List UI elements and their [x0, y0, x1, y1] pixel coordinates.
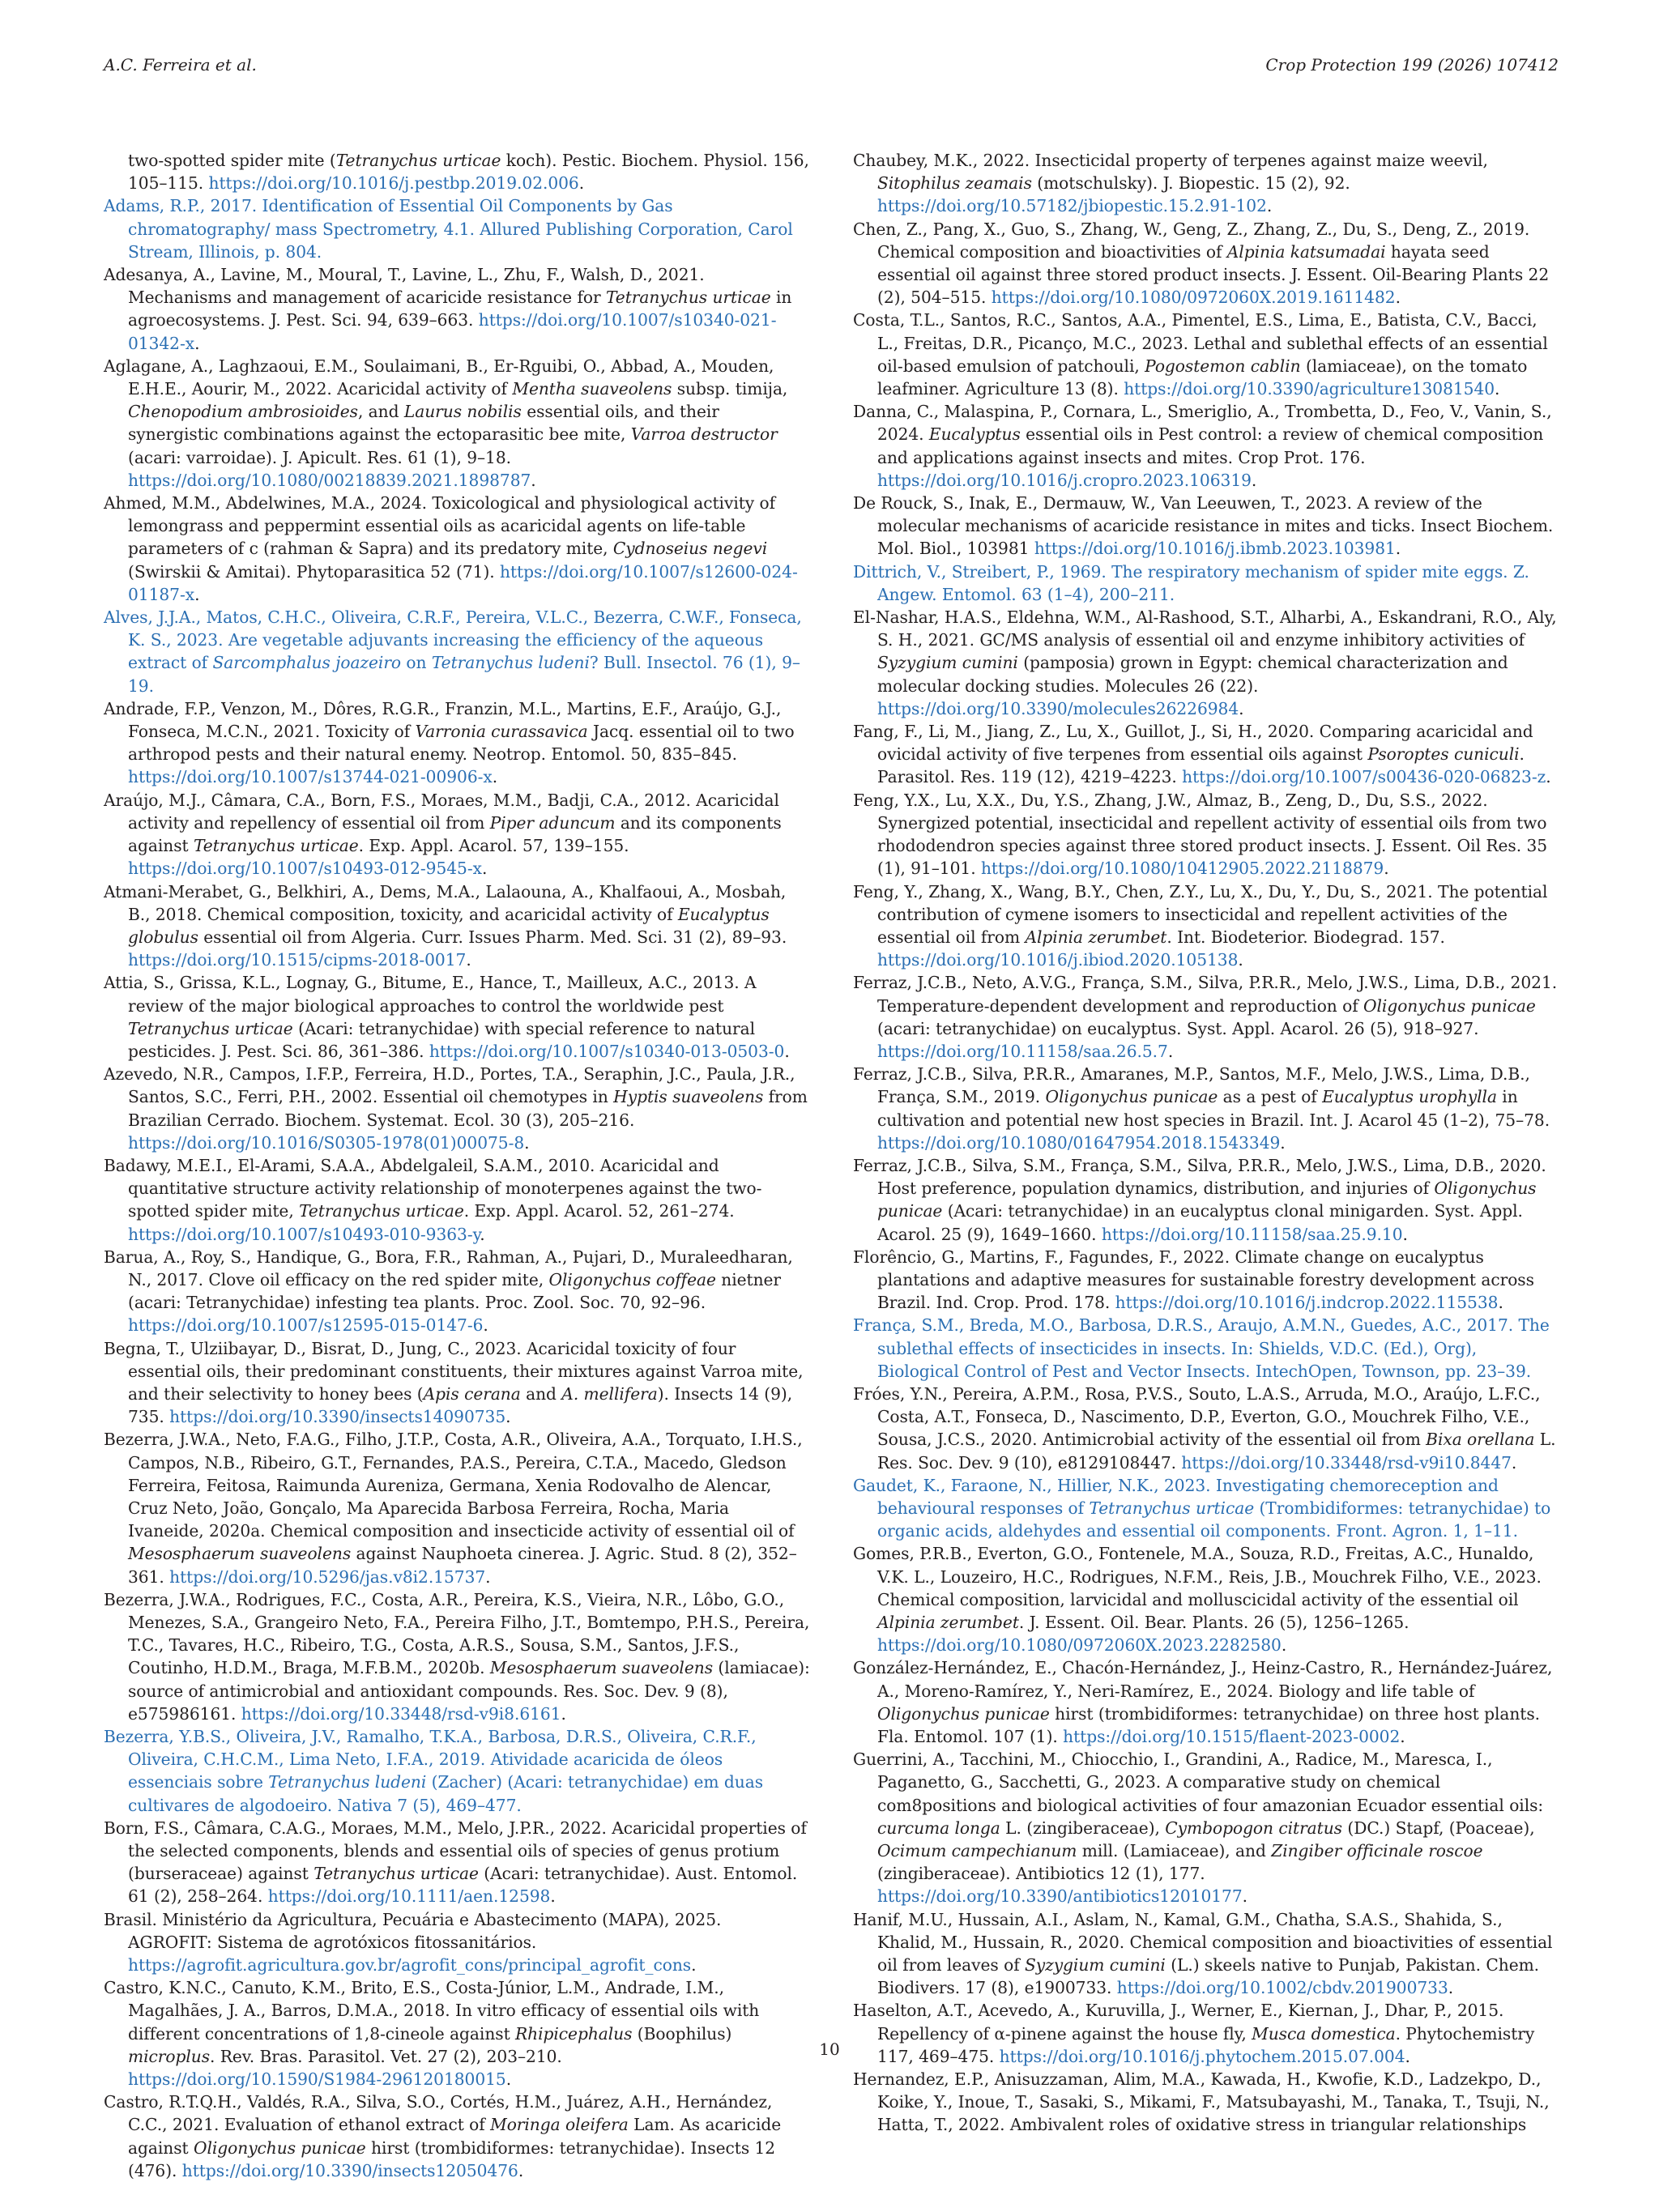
species-name: Tetranychus urticae: [1089, 1498, 1255, 1518]
species-name: curcuma longa: [877, 1818, 1000, 1838]
reference-entry: [104, 1337, 810, 1429]
species-name: Varroa destructor: [630, 424, 778, 445]
reference-text: Florêncio, G., Martins, F., Fagundes, F., 2022. Climate change on eucalyptus plantations and adaptive measures for sustainable forestry development across Brazil. Ind. Crop. Prod. 178.: [853, 1247, 1534, 1313]
reference-text: .: [505, 2069, 512, 2090]
reference-text: .: [1281, 1635, 1287, 1656]
doi-link[interactable]: https://doi.org/10.1080/01647954.2018.1543349: [877, 1132, 1281, 1153]
doi-link[interactable]: https://doi.org/10.1007/s10340-013-0503-0: [429, 1041, 785, 1061]
reference-text: .: [1242, 1886, 1248, 1907]
reference-text: .: [1266, 196, 1273, 216]
species-name: Oligonychus punicae: [877, 1178, 1537, 1221]
reference-text: Begna, T., Ulziibayar, D., Bisrat, D., Jung, C., 2023. Acaricidal toxicity of four essential oils, their predominant constituents, their mixtures against Varroa mite, and their selectivity to honey bees (: [104, 1338, 804, 1404]
reference-entry[interactable]: [853, 560, 1558, 606]
doi-link[interactable]: https://doi.org/10.1002/cbdv.201900733: [1116, 1978, 1448, 1998]
reference-entry[interactable]: [104, 1725, 810, 1817]
doi-link[interactable]: https://doi.org/10.3390/molecules26226984: [877, 698, 1239, 718]
reference-text: essential oils in Pest control: a review of chemical composition and applications against insects and mites. Crop Prot. 176.: [877, 424, 1544, 467]
doi-link[interactable]: https://doi.org/10.3390/insects14090735: [169, 1407, 506, 1427]
species-name: Bixa orellana: [1426, 1430, 1535, 1450]
reference-text: (pamposia) grown in Egypt: chemical characterization and molecular docking studies. Molecules 26 (22).: [877, 653, 1508, 696]
reference-text: .: [1405, 2046, 1410, 2066]
reference-text: two-spotted spider mite (: [128, 151, 336, 170]
reference-entry: [104, 492, 810, 606]
reference-text: essential oils, and their synergistic combinations against the ectoparasitic bee mite,: [128, 402, 719, 445]
reference-entry: [853, 218, 1558, 309]
species-name: Eucalyptus: [928, 424, 1021, 445]
reference-text: .: [492, 767, 498, 787]
reference-text: Feng, Y.X., Lu, X.X., Du, Y.S., Zhang, J.W., Almaz, B., Zeng, D., Du, S.S., 2022. Synergized potential, insecticidal and repellent activity of essential oils from two rhododendron species against three stored product insects. J. Essent. Oil Res. 35 (1), 91–101.: [853, 790, 1548, 879]
doi-link[interactable]: https://doi.org/10.1515/cipms-2018-0017: [128, 950, 467, 970]
species-name: Mesosphaerum suaveolens: [489, 1658, 714, 1678]
doi-link[interactable]: https://doi.org/10.1016/S0305-1978(01)00075-8: [128, 1132, 525, 1153]
species-name: Rhipicephalus: [515, 2023, 633, 2044]
reference-entry: [104, 1976, 810, 2091]
reference-text: .: [1395, 539, 1401, 559]
reference-text: Guerrini, A., Tacchini, M., Chiocchio, I., Grandini, A., Radice, M., Maresca, I., Paganetto, G., Sacchetti, G., 2023. A comparative study on chemical com8positions and biological activities of four amazonian Ecuador essential oils:: [853, 1750, 1544, 1815]
doi-link[interactable]: https://doi.org/10.57182/jbiopestic.15.2.91-102: [877, 196, 1267, 216]
reference-text: . Exp. Appl. Acarol. 52, 261–274.: [463, 1201, 735, 1221]
doi-link[interactable]: https://doi.org/10.3390/antibiotics12010177: [877, 1886, 1243, 1907]
reference-text: (lamiaceae), on the tomato leafminer. Agriculture 13 (8).: [877, 356, 1528, 399]
species-name: Mentha suaveolens: [512, 379, 672, 399]
reference-text: Chaubey, M.K., 2022. Insecticidal property of terpenes against maize weevil,: [853, 151, 1488, 170]
reference-text: hirst (trombidiformes: tetranychidae). Insects 12 (476).: [128, 2137, 776, 2180]
reference-entry: [853, 1154, 1558, 1246]
reference-text: El-Nashar, H.A.S., Eldehna, W.M., Al-Rashood, S.T., Alharbi, A., Eskandrani, R.O., Aly, S. H., 2021. GC/MS analysis of essential oil and enzyme inhibitory activities of: [853, 607, 1557, 650]
reference-text: .: [1251, 470, 1257, 490]
doi-link[interactable]: https://doi.org/10.1080/0972060X.2023.2282580: [877, 1635, 1282, 1656]
doi-link[interactable]: https://doi.org/10.1007/s10493-012-9545-x: [128, 859, 482, 879]
reference-text: subsp. timija,: [672, 379, 788, 399]
reference-entry: [853, 149, 1558, 218]
reference-text: koch). Pestic. Biochem. Physiol. 156, 105–115.: [128, 151, 809, 194]
reference-text: Ahmed, M.M., Abdelwines, M.A., 2024. Toxicological and physiological activity of lemongrass and peppermint essential oils as acaricidal agents on life-table parameters of c (rahman & Sapra) and its predatory mite,: [104, 493, 776, 559]
reference-text: (Swirskii & Amitai). Phytoparasitica 52 (71).: [128, 561, 501, 582]
reference-text: (DC.) Stapf, (Poaceae),: [1342, 1818, 1535, 1838]
reference-text: . J. Essent. Oil. Bear. Plants. 26 (5), 1256–1265.: [1018, 1613, 1410, 1632]
doi-link[interactable]: https://doi.org/10.1007/s12595-015-0147-6: [128, 1315, 484, 1336]
reference-entry: [104, 789, 810, 880]
reference-list-right-column: [853, 149, 1558, 2137]
reference-text: Hernandez, E.P., Anisuzzaman, Alim, M.A., Kawada, H., Kwofie, K.D., Ladzekpo, D., Koike, Y., Inoue, T., Sasaki, S., Mikami, F., Matsubayashi, M., Tanaka, T., Tsuji, N., Hatta, T., 2022. Ambivalent roles of oxidative stress in triangular relationships: [853, 2069, 1550, 2135]
species-name: Oligonychus punicae: [193, 2137, 366, 2158]
reference-text: Hanif, M.U., Hussain, A.I., Aslam, N., Kamal, G.M., Chatha, S.A.S., Shahida, S., Khalid, M., Hussain, R., 2020. Chemical composition and bioactivities of essential oil from leaves of: [853, 1909, 1553, 1975]
reference-text: .: [480, 1224, 485, 1244]
species-name: Tetranychus urticae: [605, 288, 771, 308]
reference-text: Azevedo, N.R., Campos, I.F.P., Ferreira, H.D., Portes, T.A., Seraphin, J.C., Paula, J.R., Santos, S.C., Ferri, P.H., 2002. Essential oil chemotypes in: [104, 1064, 795, 1107]
reference-text: .: [578, 173, 585, 194]
species-name: microplus: [128, 2046, 211, 2066]
reference-text: essential oil from Algeria. Curr. Issues Pharm. Med. Sci. 31 (2), 89–93.: [198, 927, 787, 947]
species-name: Zingiber officinale roscoe: [1271, 1841, 1483, 1861]
reference-text: De Rouck, S., Inak, E., Dermauw, W., Van Leeuwen, T., 2023. A review of the molecular mechanisms of acaricide resistance in mites and ticks. Insect Biochem. Mol. Biol., 103981: [853, 493, 1554, 559]
species-name: Tetranychus ludeni: [431, 653, 590, 673]
species-name: Apis cerana: [423, 1383, 521, 1404]
reference-text: Barua, A., Roy, S., Handique, G., Bora, F.R., Rahman, A., Pujari, D., Muraleedharan, N., 2017. Clove oil efficacy on the red spider mite,: [104, 1247, 793, 1289]
doi-link[interactable]: https://doi.org/10.1080/0972060X.2019.1611482: [991, 288, 1396, 308]
doi-link[interactable]: https://doi.org/10.11158/saa.26.5.7: [877, 1041, 1168, 1061]
reference-entry: [853, 880, 1558, 972]
reference-text: .: [1511, 1452, 1517, 1473]
reference-text: . Rev. Bras. Parasitol. Vet. 27 (2), 203–210.: [210, 2046, 562, 2066]
reference-entry: [853, 2068, 1558, 2137]
reference-entry: [853, 309, 1558, 400]
doi-link[interactable]: https://doi.org/10.5296/jas.v8i2.15737: [169, 1566, 486, 1587]
reference-text: Ferraz, J.C.B., Neto, A.V.G., França, S.M., Silva, P.R.R., Melo, J.W.S., Lima, D.B., 2021. Temperature-dependent development and reproduction of: [853, 973, 1558, 1016]
reference-entry: [104, 880, 810, 972]
reference-entry[interactable]: [104, 606, 810, 697]
reference-entry: [853, 1246, 1558, 1315]
reference-text: .: [1546, 767, 1551, 787]
reference-entry: [104, 1063, 810, 1154]
species-name: Oligonychus coffeae: [548, 1269, 716, 1289]
doi-link[interactable]: https://doi.org/10.3390/insects12050476: [181, 2160, 518, 2180]
reference-text: ). Insects 14 (9), 735.: [128, 1383, 793, 1427]
reference-text: Ferraz, J.C.B., Silva, P.R.R., Amaranes, M.P., Santos, M.F., Melo, J.W.S., Lima, D.B., França, S.M., 2019.: [853, 1064, 1530, 1107]
reference-text: in cultivation and potential new host species in Brazil. Int. J. Acarol 45 (1–2), 75–78.: [877, 1087, 1550, 1130]
reference-entry: [853, 1656, 1558, 1748]
reference-text: as a pest of: [1218, 1087, 1323, 1107]
species-name: Varronia curassavica: [415, 722, 588, 742]
reference-entry: [853, 720, 1558, 789]
reference-text: Badawy, M.E.I., El-Arami, S.A.A., Abdelgaleil, S.A.M., 2010. Acaricidal and quantitative structure activity relationship of monoterpenes against the two-spotted spider mite,: [104, 1155, 762, 1221]
reference-text: hayata seed essential oil against three stored product insects. J. Essent. Oil-Bearing Plants 22 (2), 504–515.: [877, 241, 1550, 308]
species-name: Sitophilus zeamais: [877, 173, 1032, 194]
reference-text: .: [505, 1407, 511, 1427]
reference-text: .: [550, 1886, 556, 1907]
reference-text: .: [485, 1566, 491, 1587]
species-name: Syzygium cumini: [1024, 1955, 1166, 1975]
reference-entry: [104, 1246, 810, 1337]
reference-text: (L.) skeels native to Punjab, Pakistan. Chem. Biodivers. 17 (8), e1900733.: [877, 1955, 1540, 1998]
doi-link[interactable]: https://doi.org/10.1016/j.indcrop.2022.115538: [1115, 1293, 1499, 1313]
reference-text: .: [1400, 1727, 1405, 1747]
reference-text: (acari: varroidae). J. Apicult. Res. 61 (1), 9–18.: [128, 447, 511, 467]
doi-link[interactable]: https://agrofit.agricultura.gov.br/agrofit_cons/principal_agrofit_cons: [128, 1955, 692, 1975]
species-name: Tetranychus urticae: [335, 151, 501, 170]
species-name: Alpinia zerumbet: [1025, 927, 1167, 947]
reference-entry: [104, 1588, 810, 1725]
reference-text: .: [1395, 288, 1401, 308]
species-name: Pogostemon cablin: [1145, 356, 1301, 376]
reference-text: Chen, Z., Pang, X., Guo, S., Zhang, W., Geng, Z., Zhang, Z., Du, S., Deng, Z., 2019. Chemical composition and bioactivities of: [853, 219, 1530, 262]
reference-text: Haselton, A.T., Acevedo, A., Kuruvilla, J., Werner, E., Kiernan, J., Dhar, P., 2015. Repellency of α-pinene against the house fly,: [853, 2001, 1504, 2044]
reference-entry: [104, 1154, 810, 1246]
reference-text: Castro, K.N.C., Canuto, K.M., Brito, E.S., Costa-Júnior, L.M., Andrade, I.M., Magalhães, J. A., Barros, D.M.A., 2018. In vitro efficacy of essential oils with different concentrations of 1,8-cineole against: [104, 1978, 760, 2044]
reference-entry: [853, 789, 1558, 880]
reference-text: .: [1167, 1041, 1174, 1061]
reference-text: Bezerra, J.W.A., Neto, F.A.G., Filho, J.T.P., Costa, A.R., Oliveira, A.A., Torquato, I.H.S., Campos, N.B., Ribeiro, G.T., Fernandes, P.A.S., Pereira, C.T.A., Macedo, Gledson Ferreira, Feitosa, Raimunda Aureniza, Germana, Xenia Rodovalho de Alencar, Cruz Neto, João, Gonçalo, Ma Aparecida Barbosa Ferreira, Rocha, Maria Ivaneide, 2020a. Chemical composition and insecticide activity of essential oil of: [104, 1430, 803, 1541]
reference-text: Atmani-Merabet, G., Belkhiri, A., Dems, M.A., Lalaouna, A., Khalfaoui, A., Mosbah, B., 2018. Chemical composition, toxicity, and acaricidal activity of: [104, 881, 787, 924]
species-name: Chenopodium ambrosioides: [128, 402, 358, 422]
doi-link[interactable]: https://doi.org/10.3390/agriculture13081540: [1124, 379, 1495, 399]
reference-text: (lamiacae): source of antimicrobial and antioxidant compounds. Res. Soc. Dev. 9 (8), e575986161.: [128, 1658, 810, 1724]
reference-text: .: [1239, 698, 1244, 718]
reference-text: Adams, R.P., 2017. Identification of Essential Oil Components by Gas chromatography/ mass Spectrometry, 4.1. Allured Publishing Corporation, Carol Stream, Illinois, p. 804.: [104, 196, 793, 262]
reference-entry[interactable]: [853, 1474, 1558, 1543]
reference-text: .: [466, 950, 471, 970]
reference-text: (acari: tetranychidae) on eucalyptus. Syst. Appl. Acarol. 26 (5), 918–927.: [877, 1018, 1479, 1038]
species-name: Hyptis suaveolens: [613, 1087, 764, 1107]
reference-text: against Nauphoeta cinerea. J. Agric. Stud. 8 (2), 352–361.: [128, 1544, 797, 1587]
reference-text: . Phytochemistry 117, 469–475.: [877, 2023, 1535, 2066]
doi-link[interactable]: https://doi.org/10.1016/j.phytochem.2015.07.004: [999, 2046, 1405, 2066]
reference-text: (Boophilus): [632, 2023, 732, 2044]
doi-link[interactable]: https://doi.org/10.1515/flaent-2023-0002: [1063, 1727, 1401, 1747]
reference-text: .: [1448, 1978, 1454, 1998]
reference-entry: [853, 1908, 1558, 2000]
reference-text: .: [518, 2160, 524, 2180]
reference-text: .: [483, 1315, 488, 1336]
reference-entry: [853, 606, 1558, 720]
species-name: A. mellifera: [561, 1383, 658, 1404]
reference-text: Alves, J.J.A., Matos, C.H.C., Oliveira, C.R.F., Pereira, V.L.C., Bezerra, C.W.F., Fonseca, K. S., 2023. Are vegetable adjuvants increasing the efficiency of the aqueous extract of: [104, 607, 802, 673]
doi-link[interactable]: https://doi.org/10.33448/rsd-v9i10.8447: [1181, 1452, 1512, 1473]
species-name: Tetranychus urticae: [313, 1864, 479, 1884]
reference-text: (motschulsky). J. Biopestic. 15 (2), 92.: [1031, 173, 1350, 194]
reference-entry[interactable]: [853, 1314, 1558, 1383]
reference-text: Brasil. Ministério da Agricultura, Pecuária e Abastecimento (MAPA), 2025. AGROFIT: Sistema de agrotóxicos fitossanitários.: [104, 1909, 722, 1952]
reference-text: França, S.M., Breda, M.O., Barbosa, D.R.S., Araujo, A.M.N., Guedes, A.C., 2017. The sublethal effects of insecticides in insects. In: Shields, V.D.C. (Ed.), Org), Biological Control of Pest and Vector Insects. IntechOpen, Townson, pp. 23–39.: [853, 1315, 1550, 1381]
reference-text: . Exp. Appl. Acarol. 57, 139–155.: [358, 836, 629, 856]
reference-entry: [853, 400, 1558, 492]
reference-entry: [104, 1908, 810, 1977]
reference-text: .: [194, 584, 200, 604]
species-name: Laurus nobilis: [403, 402, 522, 422]
doi-link[interactable]: https://doi.org/10.1007/s10340-021-01342-x: [128, 310, 777, 353]
doi-link[interactable]: https://doi.org/10.1080/10412905.2022.2118879: [980, 859, 1384, 879]
reference-text: Dittrich, V., Streibert, P., 1969. The respiratory mechanism of spider mite eggs. Z. Angew. Entomol. 63 (1–4), 200–211.: [853, 561, 1529, 604]
running-header: [104, 55, 1559, 79]
reference-text: on: [401, 653, 432, 673]
reference-text: Born, F.S., Câmara, C.A.G., Moraes, M.M., Melo, J.P.R., 2022. Acaricidal properties of the selected components, blends and essential oils of species of genus protium (burseraceae) against: [104, 1818, 807, 1884]
reference-text: .: [194, 333, 200, 353]
species-name: Cydnoseius negevi: [612, 539, 768, 559]
reference-entry[interactable]: [104, 194, 810, 263]
species-name: Alpinia zerumbet: [877, 1613, 1019, 1632]
reference-text: (Acari: tetranychidae). Aust. Entomol. 61 (2), 258–264.: [128, 1864, 798, 1907]
species-name: Piper aduncum: [489, 812, 616, 833]
reference-text: .: [1280, 1132, 1286, 1153]
reference-text: Costa, T.L., Santos, R.C., Santos, A.A., Pimentel, E.S., Lima, E., Batista, C.V., Bacci, L., Freitas, D.R., Picanço, M.C., 2023. Lethal and sublethal effects of an essential oil-based emulsion of patchouli,: [853, 310, 1548, 376]
reference-text: Fang, F., Li, M., Jiang, Z., Lu, X., Guillot, J., Si, H., 2020. Comparing acaricidal and ovicidal activity of five terpenes from essential oils against: [853, 722, 1533, 765]
reference-text: Feng, Y., Zhang, X., Wang, B.Y., Chen, Z.Y., Lu, X., Du, Y., Du, S., 2021. The potential contribution of cymene isomers to insecticidal and repellent activities of the essential oil from: [853, 881, 1548, 947]
reference-entry: [104, 1817, 810, 1908]
species-name: Tetranychus urticae: [128, 1018, 293, 1038]
reference-text: hirst (trombidiformes: tetranychidae) on three host plants. Fla. Entomol. 107 (1).: [877, 1703, 1541, 1747]
reference-text: Andrade, F.P., Venzon, M., Dôres, R.G.R., Franzin, M.L., Martins, E.F., Araújo, G.J., Fonseca, M.C.N., 2021. Toxicity of: [104, 698, 782, 742]
doi-link[interactable]: https://doi.org/10.1590/S1984-296120180015: [128, 2069, 506, 2090]
reference-entry: [104, 263, 810, 355]
reference-entry: [853, 1383, 1558, 1474]
reference-text: and its components against: [128, 812, 782, 856]
reference-text: and: [520, 1383, 562, 1404]
doi-link[interactable]: https://doi.org/10.1007/s12600-024-01187-x: [128, 561, 798, 604]
doi-link[interactable]: https://doi.org/10.33448/rsd-v9i8.6161: [241, 1703, 561, 1724]
doi-link[interactable]: https://doi.org/10.1016/j.ibmb.2023.103981: [1034, 539, 1396, 559]
reference-entry: [853, 1063, 1558, 1154]
reference-text: .: [481, 859, 488, 879]
reference-text: . Int. Biodeterior. Biodegrad. 157.: [1166, 927, 1445, 947]
reference-entry: [104, 355, 810, 492]
running-header-authors: A.C. Ferreira et al.: [104, 55, 257, 75]
reference-entry: [853, 1748, 1558, 1907]
reference-text: Gomes, P.R.B., Everton, G.O., Fontenele, M.A., Souza, R.D., Freitas, A.C., Hunaldo, V.K. L., Louzeiro, H.C., Rodrigues, N.F.M., Reis, J.B., Mouchrek Filho, V.E., 2023. Chemical composition, larvicidal and molluscicidal activity of the essential oil: [853, 1544, 1542, 1609]
species-name: Mesosphaerum suaveolens: [128, 1544, 352, 1564]
species-name: Syzygium cumini: [877, 653, 1018, 673]
species-name: Eucalyptus urophylla: [1322, 1087, 1497, 1107]
reference-text: Danna, C., Malaspina, P., Cornara, L., Smeriglio, A., Trombetta, D., Feo, V., Vanin, S., 2024.: [853, 402, 1552, 445]
reference-text: .: [1495, 379, 1500, 399]
reference-text: .: [531, 470, 536, 490]
reference-text: Castro, R.T.Q.H., Valdés, R.A., Silva, S.O., Cortés, H.M., Juárez, A.H., Hernández, C.C., 2021. Evaluation of ethanol extract of: [104, 2092, 773, 2135]
page-number: 10: [819, 2039, 840, 2059]
reference-entry: [853, 492, 1558, 560]
doi-link[interactable]: https://doi.org/10.1007/s10493-010-9363-y: [128, 1224, 480, 1244]
reference-text: L. Res. Soc. Dev. 9 (10), e8129108447.: [877, 1430, 1556, 1473]
reference-entry: [853, 1542, 1558, 1656]
reference-text: (Acari: tetranychidae) in an eucalyptus clonal minigarden. Syst. Appl. Acarol. 25 (9), 1649–1660.: [877, 1201, 1523, 1244]
reference-text: Attia, S., Grissa, K.L., Lognay, G., Bitume, E., Hance, T., Mailleux, A.C., 2013. A review of the major biological approaches to control the worldwide pest: [104, 973, 757, 1016]
reference-text: (Acari: tetranychidae) with special reference to natural pesticides. J. Pest. Sci. 86, 361–386.: [128, 1018, 756, 1061]
reference-text: (zingiberaceae). Antibiotics 12 (1), 177.: [877, 1864, 1205, 1884]
reference-text: .: [691, 1955, 697, 1975]
species-name: Tetranychus urticae: [193, 836, 359, 856]
reference-text: Bezerra, J.W.A., Rodrigues, F.C., Costa, A.R., Pereira, K.S., Vieira, N.R., Lôbo, G.O., Menezes, S.A., Grangeiro Neto, F.A., Pereira Filho, J.T., Bomtempo, P.H.S., Pereira, T.C., Tavares, H.C., Ribeiro, T.G., Costa, A.R.S., Sousa, S.M., Santos, J.F.S., Coutinho, H.D.M., Braga, M.F.B.M., 2020b.: [104, 1589, 810, 1678]
reference-entry: [853, 971, 1558, 1063]
reference-text: Fróes, Y.N., Pereira, A.P.M., Rosa, P.V.S., Souto, L.A.S., Arruda, M.O., Araújo, L.F.C., Costa, A.T., Fonseca, D., Nascimento, D.P., Everton, G.O., Mouchrek Filho, V.E., Sousa, J.C.S., 2020. Antimicrobial activity of the essential oil from: [853, 1383, 1541, 1450]
reference-text: mill. (Lamiaceae), and: [1077, 1841, 1272, 1861]
doi-link[interactable]: https://doi.org/10.1007/s13744-021-00906-x: [128, 767, 493, 787]
reference-text: .: [1402, 1224, 1408, 1244]
doi-link[interactable]: https://doi.org/10.1016/j.cropro.2023.106319: [877, 470, 1252, 490]
reference-text: nietner (acari: Tetranychidae) infesting tea plants. Proc. Zool. Soc. 70, 92–96.: [128, 1269, 782, 1313]
reference-text: .: [784, 1041, 790, 1061]
doi-link[interactable]: https://doi.org/10.11158/saa.25.9.10: [1101, 1224, 1403, 1244]
reference-text: ? Bull. Insectol. 76 (1), 9–19.: [128, 653, 800, 696]
species-name: Oligonychus punicae: [1045, 1087, 1218, 1107]
reference-list-left-column: [104, 149, 810, 2182]
reference-text: .: [1384, 859, 1389, 879]
reference-text: L. (zingiberaceae),: [1000, 1818, 1166, 1838]
reference-text: .: [1498, 1293, 1503, 1313]
reference-text: from Brazilian Cerrado. Biochem. Systemat. Ecol. 30 (3), 205–216.: [128, 1087, 808, 1130]
reference-text: Adesanya, A., Lavine, M., Moural, T., Lavine, L., Zhu, F., Walsh, D., 2021. Mechanisms and management of acaricide resistance for: [104, 265, 705, 308]
species-name: Tetranychus ludeni: [268, 1772, 427, 1792]
species-name: Sarcomphalus joazeiro: [212, 653, 402, 673]
reference-text: (Trombidiformes: tetranychidae) to organic acids, aldehydes and essential oil components. Front. Agron. 1, 1–11.: [877, 1498, 1551, 1541]
species-name: Oligonychus punicae: [877, 1703, 1050, 1724]
doi-link[interactable]: https://doi.org/10.1016/j.pestbp.2019.02.006: [208, 173, 579, 194]
doi-link[interactable]: https://doi.org/10.1080/00218839.2021.1898787: [128, 470, 531, 490]
species-name: Oligonychus punicae: [1363, 995, 1536, 1016]
reference-text: (Zacher) (Acari: tetranychidae) em duas cultivares de algodoeiro. Nativa 7 (5), 469–477.: [128, 1772, 764, 1815]
reference-entry: [104, 149, 810, 194]
reference-text: Gaudet, K., Faraone, N., Hillier, N.K., 2023. Investigating chemoreception and behavioural responses of: [853, 1475, 1499, 1518]
doi-link[interactable]: https://doi.org/10.1016/j.ibiod.2020.105138: [877, 950, 1239, 970]
reference-text: González-Hernández, E., Chacón-Hernández, J., Heinz-Castro, R., Hernández-Juárez, A., Moreno-Ramírez, Y., Neri-Ramírez, E., 2024. Biology and life table of: [853, 1658, 1553, 1701]
reference-text: Aglagane, A., Laghzaoui, E.M., Soulaimani, B., Er-Rguibi, O., Abbad, A., Mouden, E.H.E., Aourir, M., 2022. Acaricidal activity of: [104, 356, 774, 399]
reference-text: . Parasitol. Res. 119 (12), 4219–4223.: [877, 744, 1525, 787]
species-name: Musca domestica: [1252, 2023, 1396, 2044]
reference-entry: [104, 971, 810, 1063]
reference-entry: [104, 2091, 810, 2182]
running-header-journal: Crop Protection 199 (2026) 107412: [1265, 55, 1559, 75]
reference-text: Bezerra, Y.B.S., Oliveira, J.V., Ramalho, T.K.A., Barbosa, D.R.S., Oliveira, C.R.F., Oliveira, C.H.C.M., Lima Neto, I.F.A., 2019. Atividade acaricida de óleos essenciais sobre: [104, 1727, 757, 1792]
reference-text: , and: [357, 402, 404, 422]
reference-text: Araújo, M.J., Câmara, C.A., Born, F.S., Moraes, M.M., Badji, C.A., 2012. Acaricidal activity and repellency of essential oil from: [104, 790, 779, 833]
species-name: Cymbopogon citratus: [1165, 1818, 1342, 1838]
species-name: Ocimum campechianum: [877, 1841, 1077, 1861]
reference-text: Lam. As acaricide against: [128, 2115, 782, 2158]
doi-link[interactable]: https://doi.org/10.1111/aen.12598: [267, 1886, 551, 1907]
reference-text: Jacq. essential oil to two arthropod pests and their natural enemy. Neotrop. Entomol. 50, 835–845.: [128, 722, 795, 765]
species-name: Tetranychus urticae: [299, 1201, 464, 1221]
reference-entry: [104, 697, 810, 789]
reference-text: .: [561, 1703, 566, 1724]
species-name: Psoroptes cuniculi: [1367, 744, 1520, 765]
doi-link[interactable]: https://doi.org/10.1007/s00436-020-06823-z: [1182, 767, 1546, 787]
species-name: Eucalyptus globulus: [128, 904, 770, 947]
reference-text: .: [524, 1132, 530, 1153]
reference-text: in agroecosystems. J. Pest. Sci. 94, 639–663.: [128, 288, 792, 330]
reference-text: Ferraz, J.C.B., Silva, S.M., França, S.M., Silva, P.R.R., Melo, J.W.S., Lima, D.B., 2020. Host preference, population dynamics, distribution, and injuries of: [853, 1155, 1546, 1199]
species-name: Moringa oleifera: [490, 2115, 629, 2135]
reference-text: .: [1238, 950, 1243, 970]
species-name: Alpinia katsumadai: [1226, 241, 1386, 262]
reference-entry: [104, 1428, 810, 1588]
